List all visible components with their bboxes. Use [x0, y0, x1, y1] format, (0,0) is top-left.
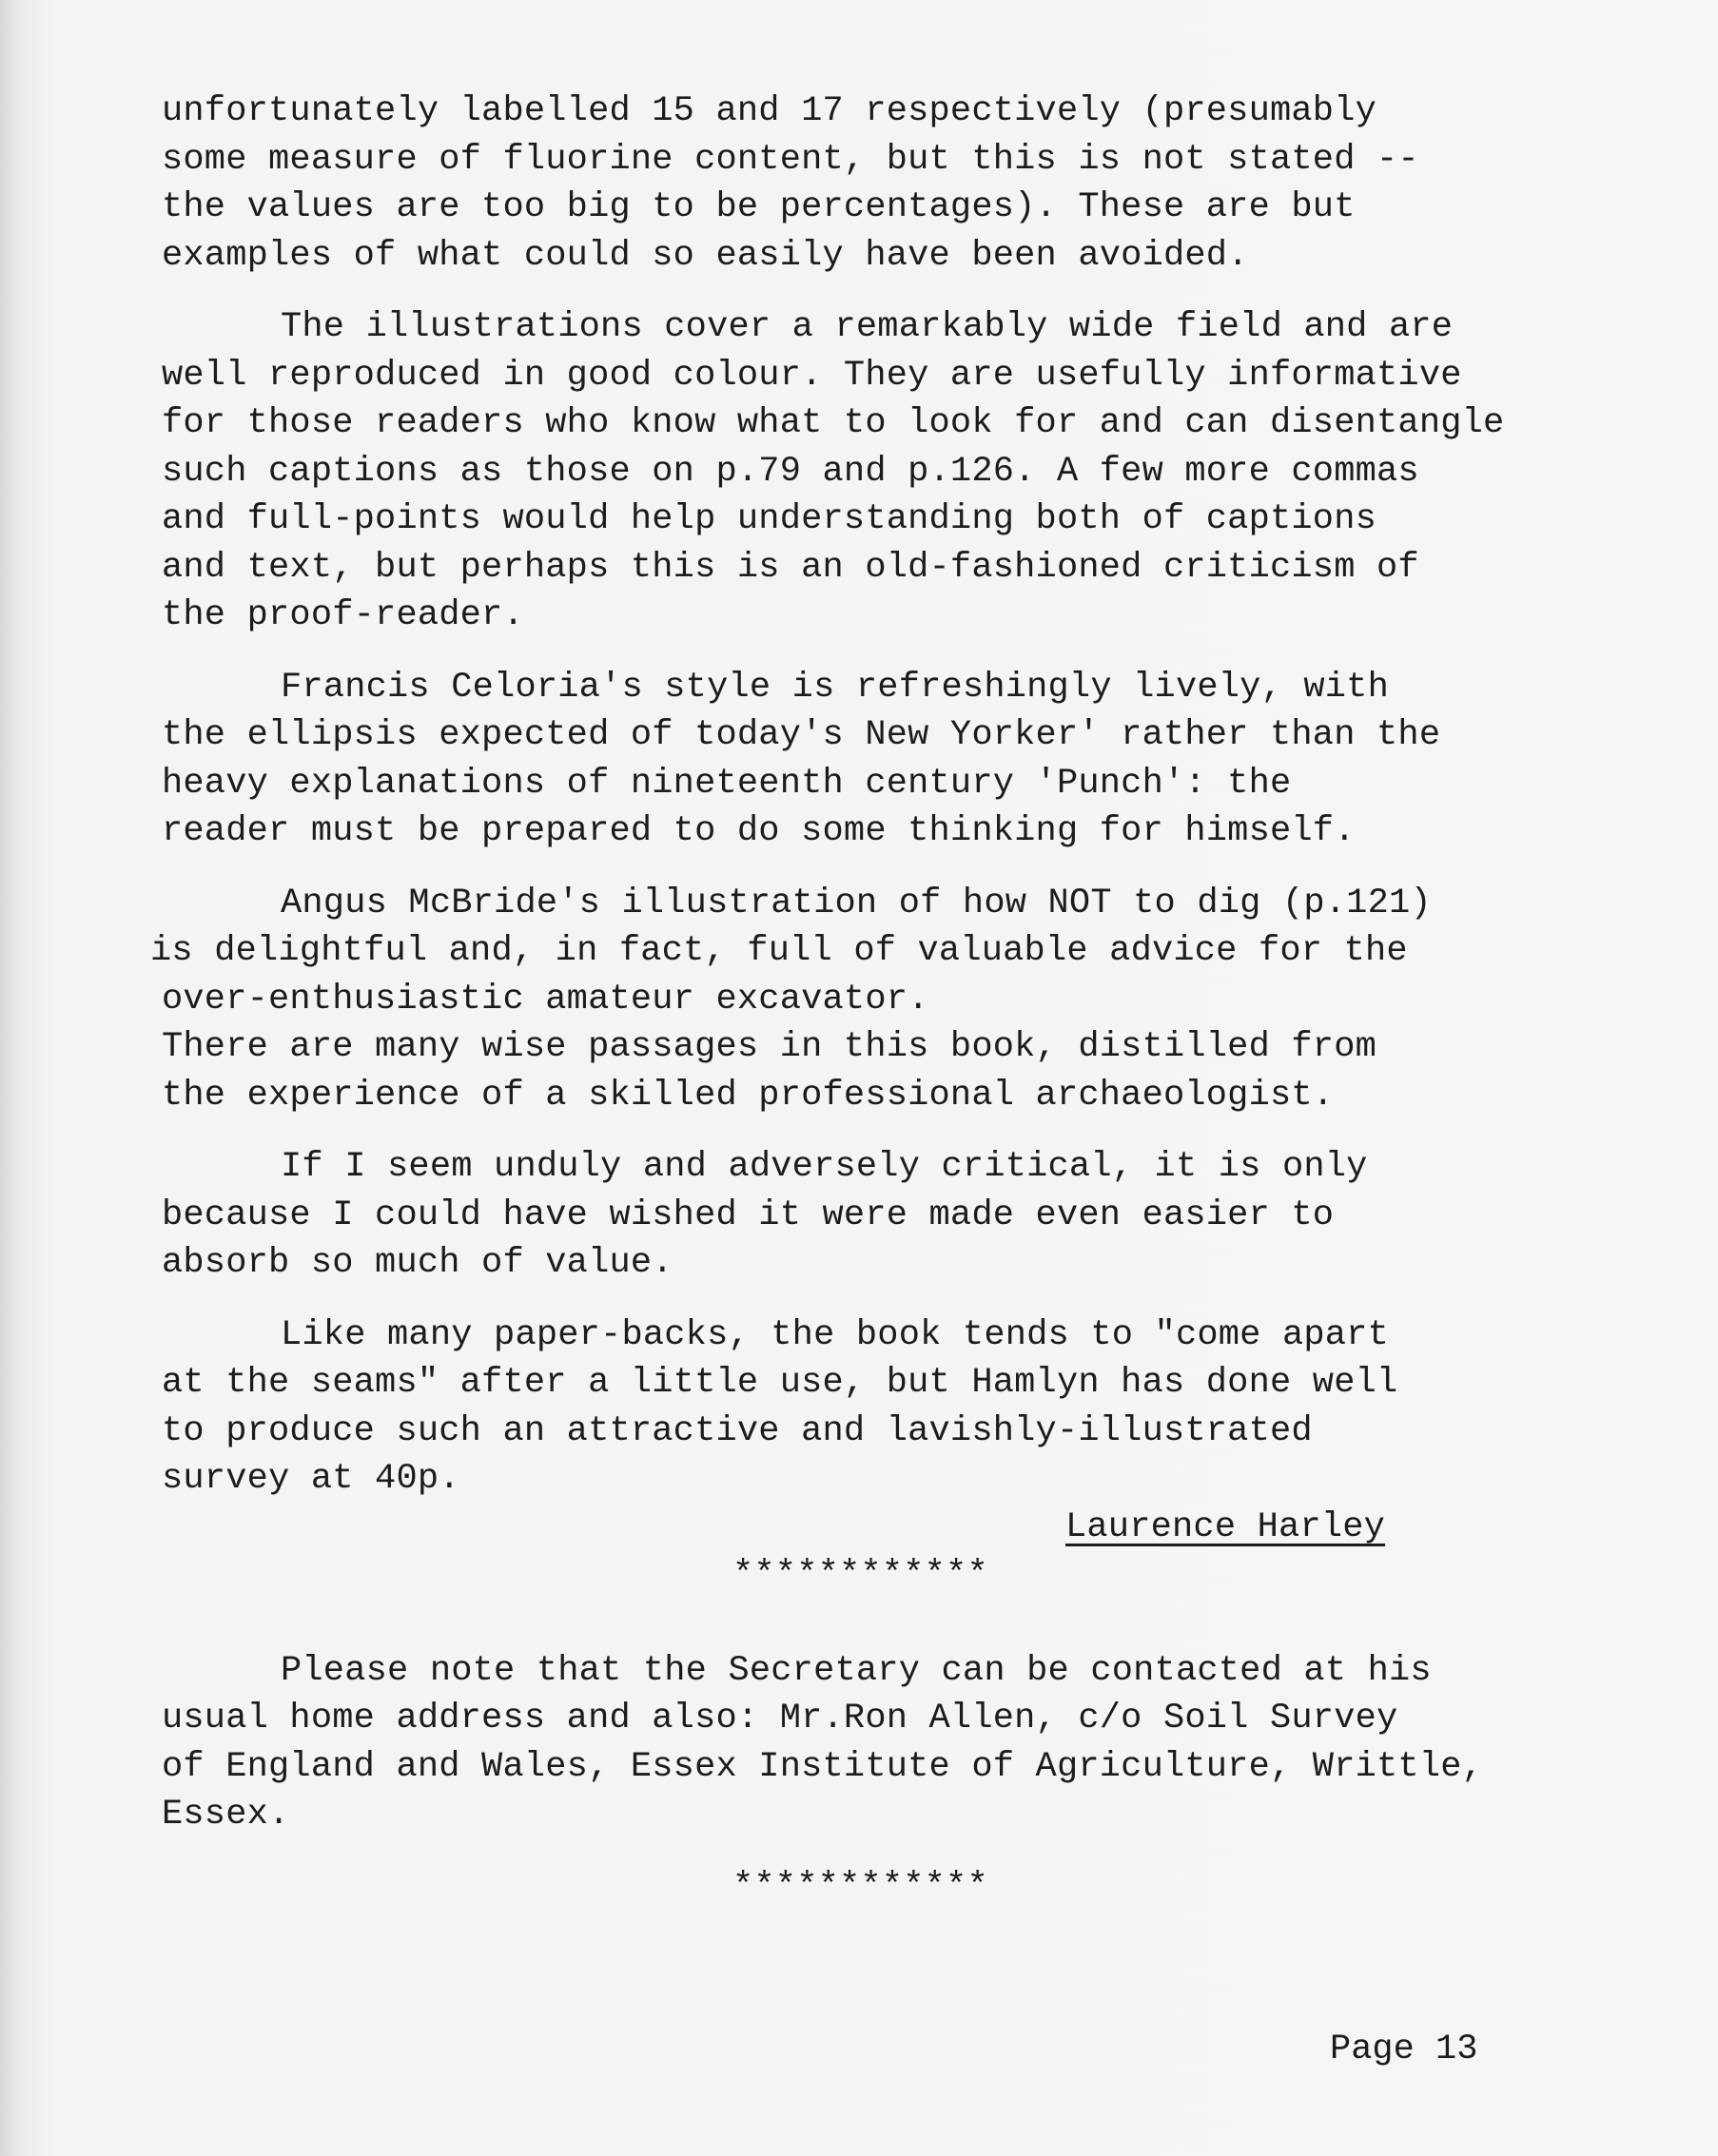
separator-asterisks: ************ [732, 1866, 988, 1907]
text-line: If I seem unduly and adversely critical, it is only [281, 1147, 1368, 1187]
paragraph [162, 1143, 1684, 1288]
text-line: because I could have wished it were made even easier to [162, 1195, 1335, 1235]
text-line: unfortunately labelled 15 and 17 respectively (presumably [162, 91, 1377, 131]
text-line: and full-points would help understanding both of captions [162, 499, 1377, 539]
text-line: some measure of fluorine content, but this is not stated -- [162, 139, 1419, 180]
separator-asterisks: ************ [732, 1555, 988, 1595]
text-line: of England and Wales, Essex Institute of Agriculture, Writtle, [162, 1746, 1484, 1787]
paragraph-gap [162, 1623, 1684, 1647]
signature: Laurence Harley [1065, 1506, 1386, 1547]
document-body [150, 87, 1684, 1911]
text-line: absorb so much of value. [162, 1243, 674, 1283]
secretary-notice [162, 1647, 1684, 1839]
text-line: the values are too big to be percentages). These are but [162, 187, 1356, 227]
paragraph-gap [162, 280, 1684, 303]
text-line: Like many paper-backs, the book tends to "come apart [281, 1314, 1389, 1355]
paragraph [162, 303, 1684, 640]
text-line: Please note that the Secretary can be contacted at his [281, 1650, 1432, 1691]
paragraph-gap [162, 1839, 1684, 1863]
text-line: examples of what could so easily have been avoided. [162, 235, 1249, 276]
paragraph [150, 880, 1684, 1024]
text-line: The illustrations cover a remarkably wide field and are [281, 307, 1454, 347]
text-line: Essex. [162, 1795, 290, 1835]
text-line: at the seams" after a little use, but Hamlyn has done well [162, 1363, 1398, 1403]
paragraph-gap [162, 1600, 1684, 1623]
paragraph [162, 87, 1684, 280]
text-line: usual home address and also: Mr.Ron Allen, c/o Soil Survey [162, 1699, 1398, 1738]
text-line: Angus McBride's illustration of how NOT to dig (p.121) [281, 883, 1432, 923]
text-line: and text, but perhaps this is an old-fashioned criticism of [162, 547, 1419, 588]
text-line: reader must be prepared to do some thinking for himself. [162, 811, 1356, 851]
paragraph-gap [162, 856, 1684, 880]
page-number: Page 13 [1330, 2030, 1478, 2069]
text-line: for those readers who know what to look for and can disentangle [162, 403, 1505, 443]
text-line: to produce such an attractive and lavishly-illustrated [162, 1410, 1313, 1451]
paragraph-gap [162, 1119, 1684, 1143]
text-line: the proof-reader. [162, 595, 524, 635]
text-line: over-enthusiastic amateur excavator. [162, 979, 929, 1020]
text-line: such captions as those on p.79 and p.126. A few more commas [162, 451, 1419, 492]
text-line: survey at 40p. [162, 1459, 460, 1499]
text-line: Francis Celoria's style is refreshingly lively, with [281, 667, 1389, 708]
text-line: There are many wise passages in this book, distilled from [162, 1027, 1377, 1067]
text-line: heavy explanations of nineteenth century 'Punch': the [162, 763, 1292, 804]
paragraph [162, 1311, 1684, 1504]
paragraph-gap [162, 640, 1684, 664]
text-line: is delightful and, in fact, full of valuable advice for the [150, 931, 1408, 971]
text-line: well reproduced in good colour. They are usefully informative [162, 355, 1462, 396]
text-line: the ellipsis expected of today's New Yorker' rather than the [162, 715, 1441, 755]
text-line: the experience of a skilled professional archaeologist. [162, 1075, 1335, 1116]
paragraph [162, 664, 1684, 856]
paragraph [162, 1023, 1684, 1119]
paragraph-gap [162, 1288, 1684, 1311]
